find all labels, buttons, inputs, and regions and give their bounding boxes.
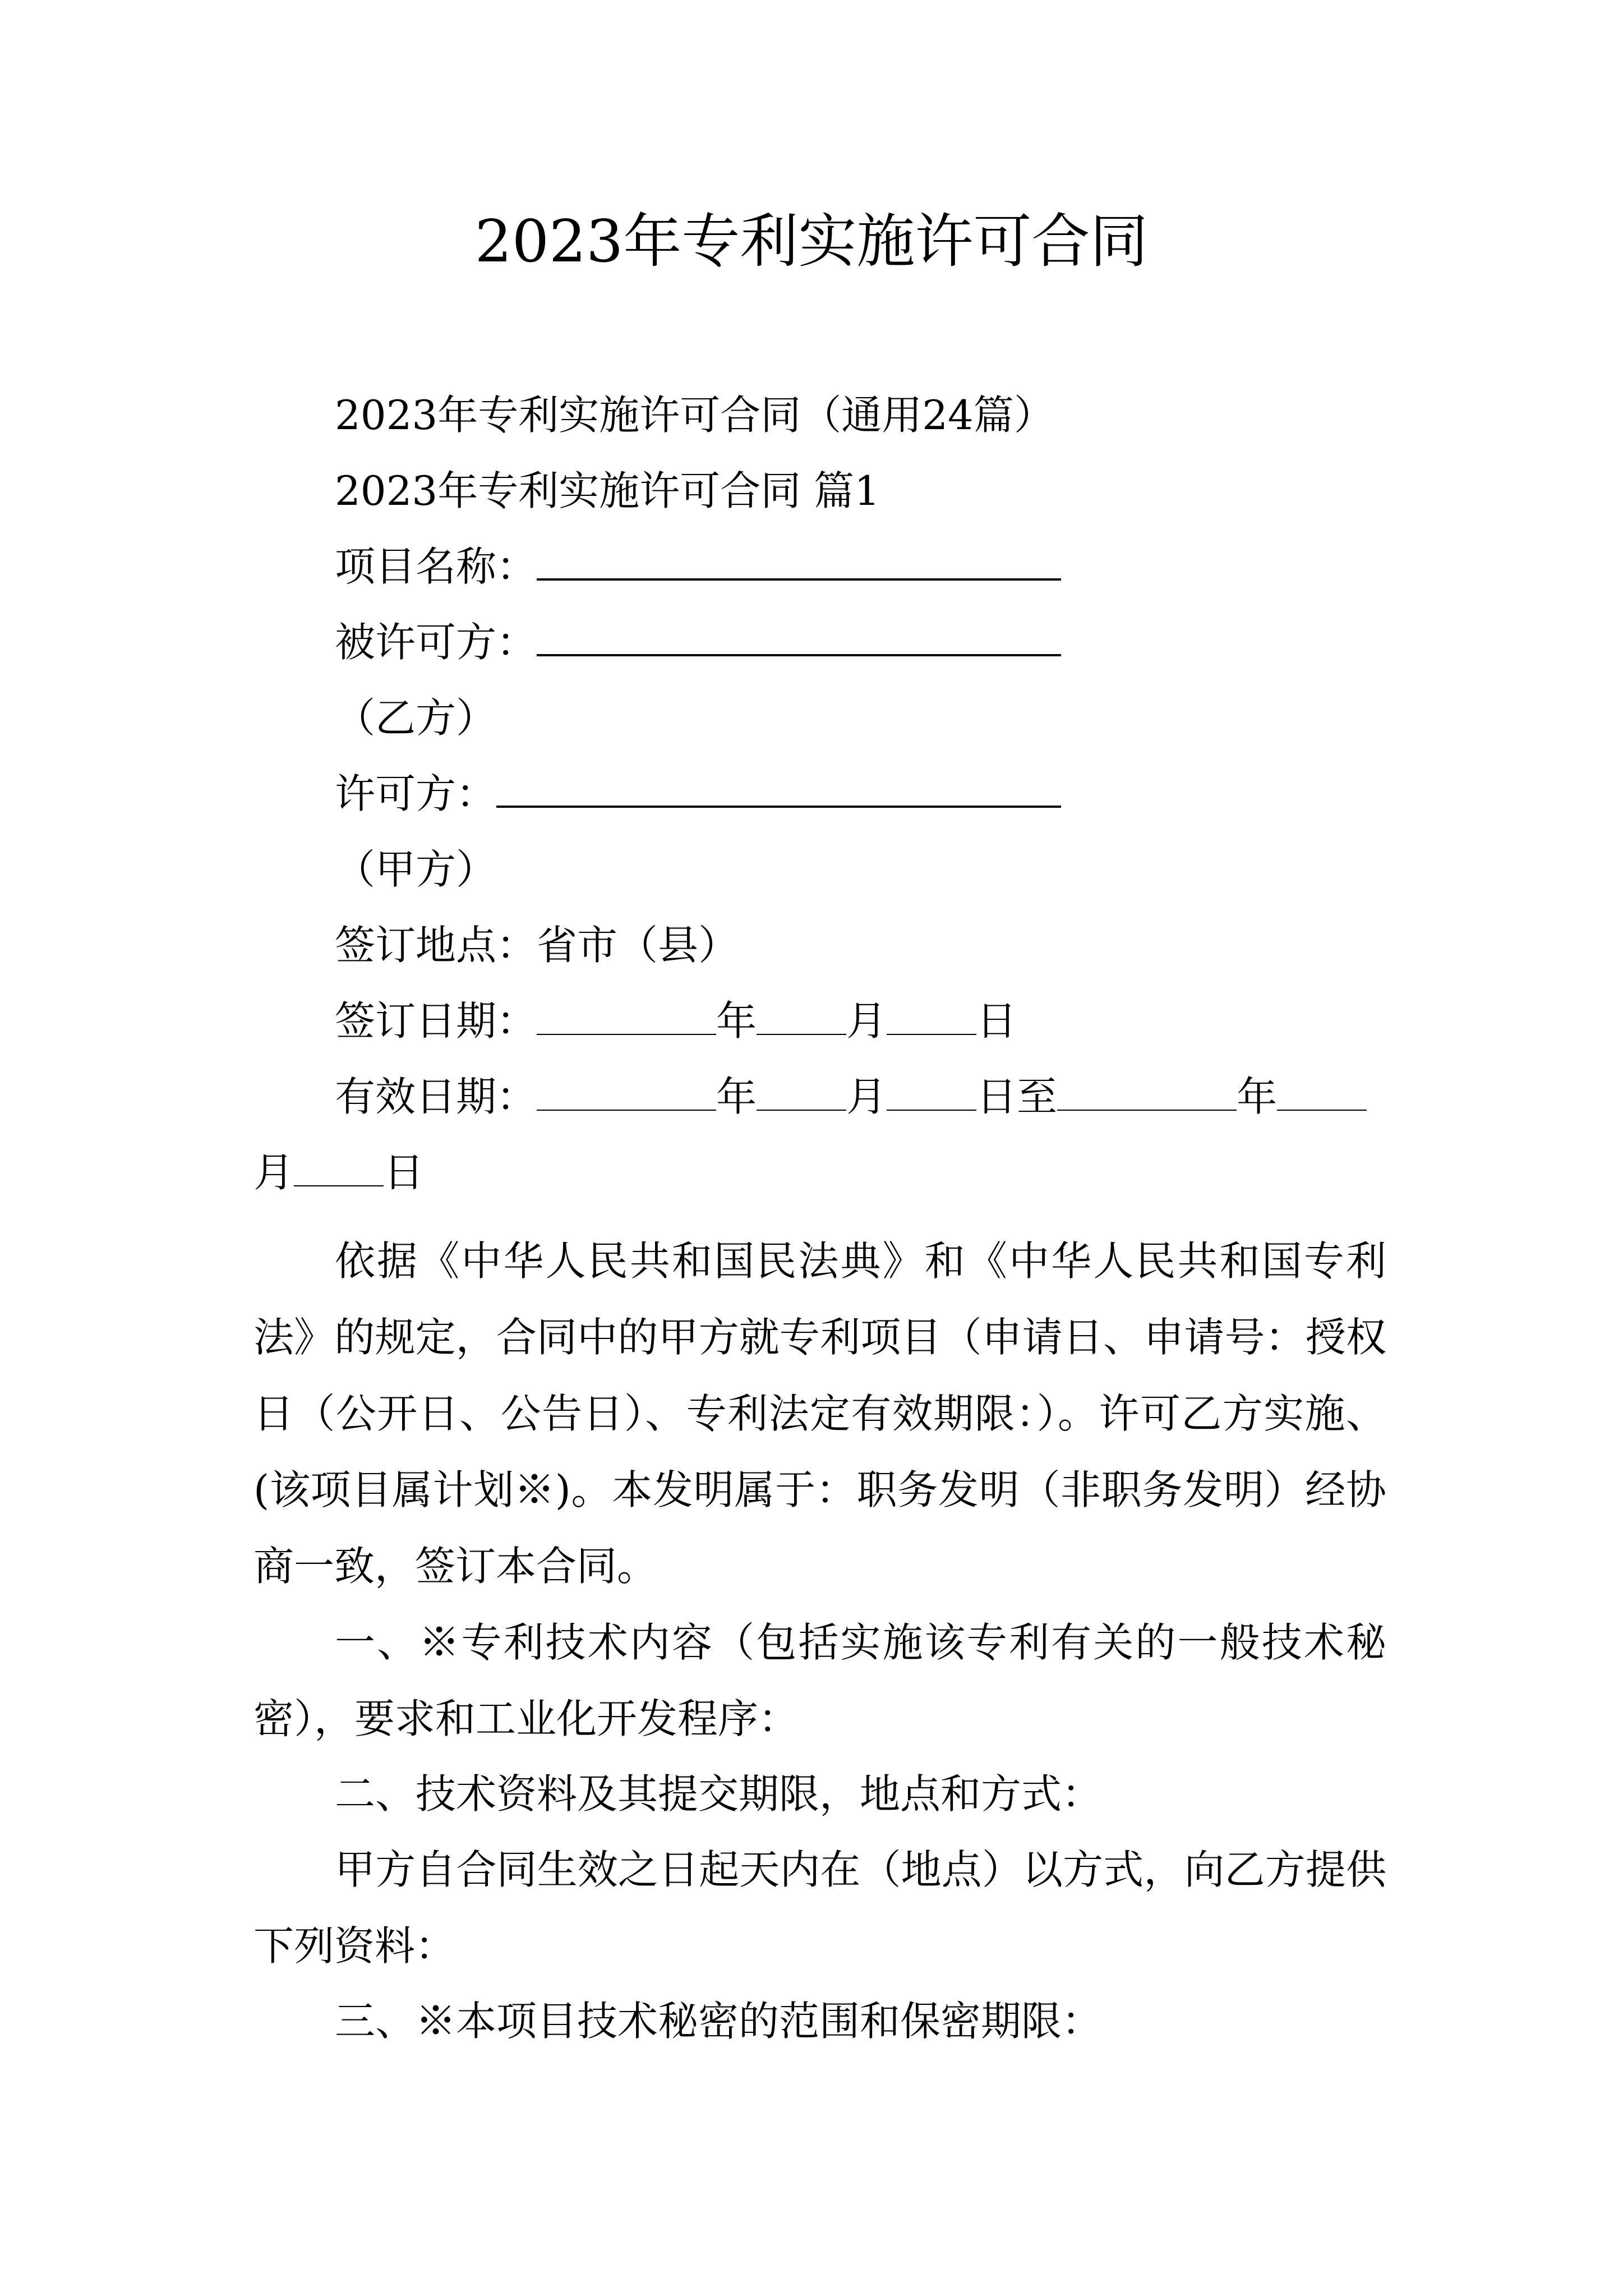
sign-year-blank[interactable] xyxy=(537,1000,716,1035)
valid-date-row xyxy=(335,1069,1367,1125)
valid-date-label: 有效日期： xyxy=(335,1073,537,1120)
valid-end-year-blank[interactable] xyxy=(1057,1076,1237,1111)
sign-day-label: 日 xyxy=(976,997,1017,1045)
valid-end-month-blank[interactable] xyxy=(1277,1076,1367,1111)
item-2-paragraph: 二、技术资料及其提交期限，地点和方式： xyxy=(335,1770,1103,1818)
valid-start-day-to-label: 日至 xyxy=(976,1073,1058,1120)
valid-start-month-blank[interactable] xyxy=(757,1076,846,1111)
licensor-party: （甲方） xyxy=(335,846,497,893)
intro-paragraph: 依据《中华人民共和国民法典》和《中华人民共和国专利法》的规定，合同中的甲方就专利项目（申请日、申请号：授权日（公开日、公告日）、专利法定有效期限：）。许可乙方实施、(该项目属计划※)。本发明属于：职务发明（非职务发明）经协商一致，签订本合同。 xyxy=(253,1237,1386,1590)
valid-date-row-cont xyxy=(253,1144,424,1200)
sign-month-blank[interactable] xyxy=(757,1000,846,1035)
licensee-label: 被许可方： xyxy=(335,619,537,666)
valid-end-year-label: 年 xyxy=(1237,1073,1278,1120)
licensor-row xyxy=(335,766,1061,822)
item-3-paragraph: 三、※本项目技术秘密的范围和保密期限： xyxy=(335,1998,1103,2045)
project-name-label: 项目名称： xyxy=(335,543,537,590)
licensee-blank[interactable] xyxy=(537,620,1061,656)
sign-place: 签订地点：省市（县） xyxy=(335,922,739,969)
valid-end-month-label: 月 xyxy=(253,1149,294,1196)
sign-month-label: 月 xyxy=(846,997,887,1045)
licensee-party: （乙方） xyxy=(335,694,497,742)
licensor-blank[interactable] xyxy=(496,772,1061,808)
valid-end-day-label: 日 xyxy=(384,1149,425,1196)
document-subtitle: 2023年专利实施许可合同（通用24篇） xyxy=(335,392,1054,439)
project-name-blank[interactable] xyxy=(537,545,1061,581)
sign-date-label: 签订日期： xyxy=(335,997,537,1045)
item-2-detail-paragraph: 甲方自合同生效之日起天内在（地点）以方式，向乙方提供下列资料： xyxy=(253,1846,1386,1970)
item-1-paragraph: 一、※专利技术内容（包括实施该专利有关的一般技术秘密），要求和工业化开发程序： xyxy=(253,1619,1386,1742)
project-name-row xyxy=(335,539,1061,595)
sign-date-row xyxy=(335,993,1017,1049)
valid-start-year-blank[interactable] xyxy=(537,1076,716,1111)
sign-day-blank[interactable] xyxy=(887,1000,976,1035)
section-heading: 2023年专利实施许可合同 篇1 xyxy=(335,467,880,514)
valid-start-day-blank[interactable] xyxy=(887,1076,976,1111)
valid-start-month-label: 月 xyxy=(846,1073,887,1120)
document-title: 2023年专利实施许可合同 xyxy=(474,207,1149,275)
valid-end-day-blank[interactable] xyxy=(294,1152,384,1186)
sign-year-label: 年 xyxy=(716,997,757,1045)
licensor-label: 许可方： xyxy=(335,770,497,817)
licensee-row xyxy=(335,614,1061,670)
valid-start-year-label: 年 xyxy=(716,1073,757,1120)
